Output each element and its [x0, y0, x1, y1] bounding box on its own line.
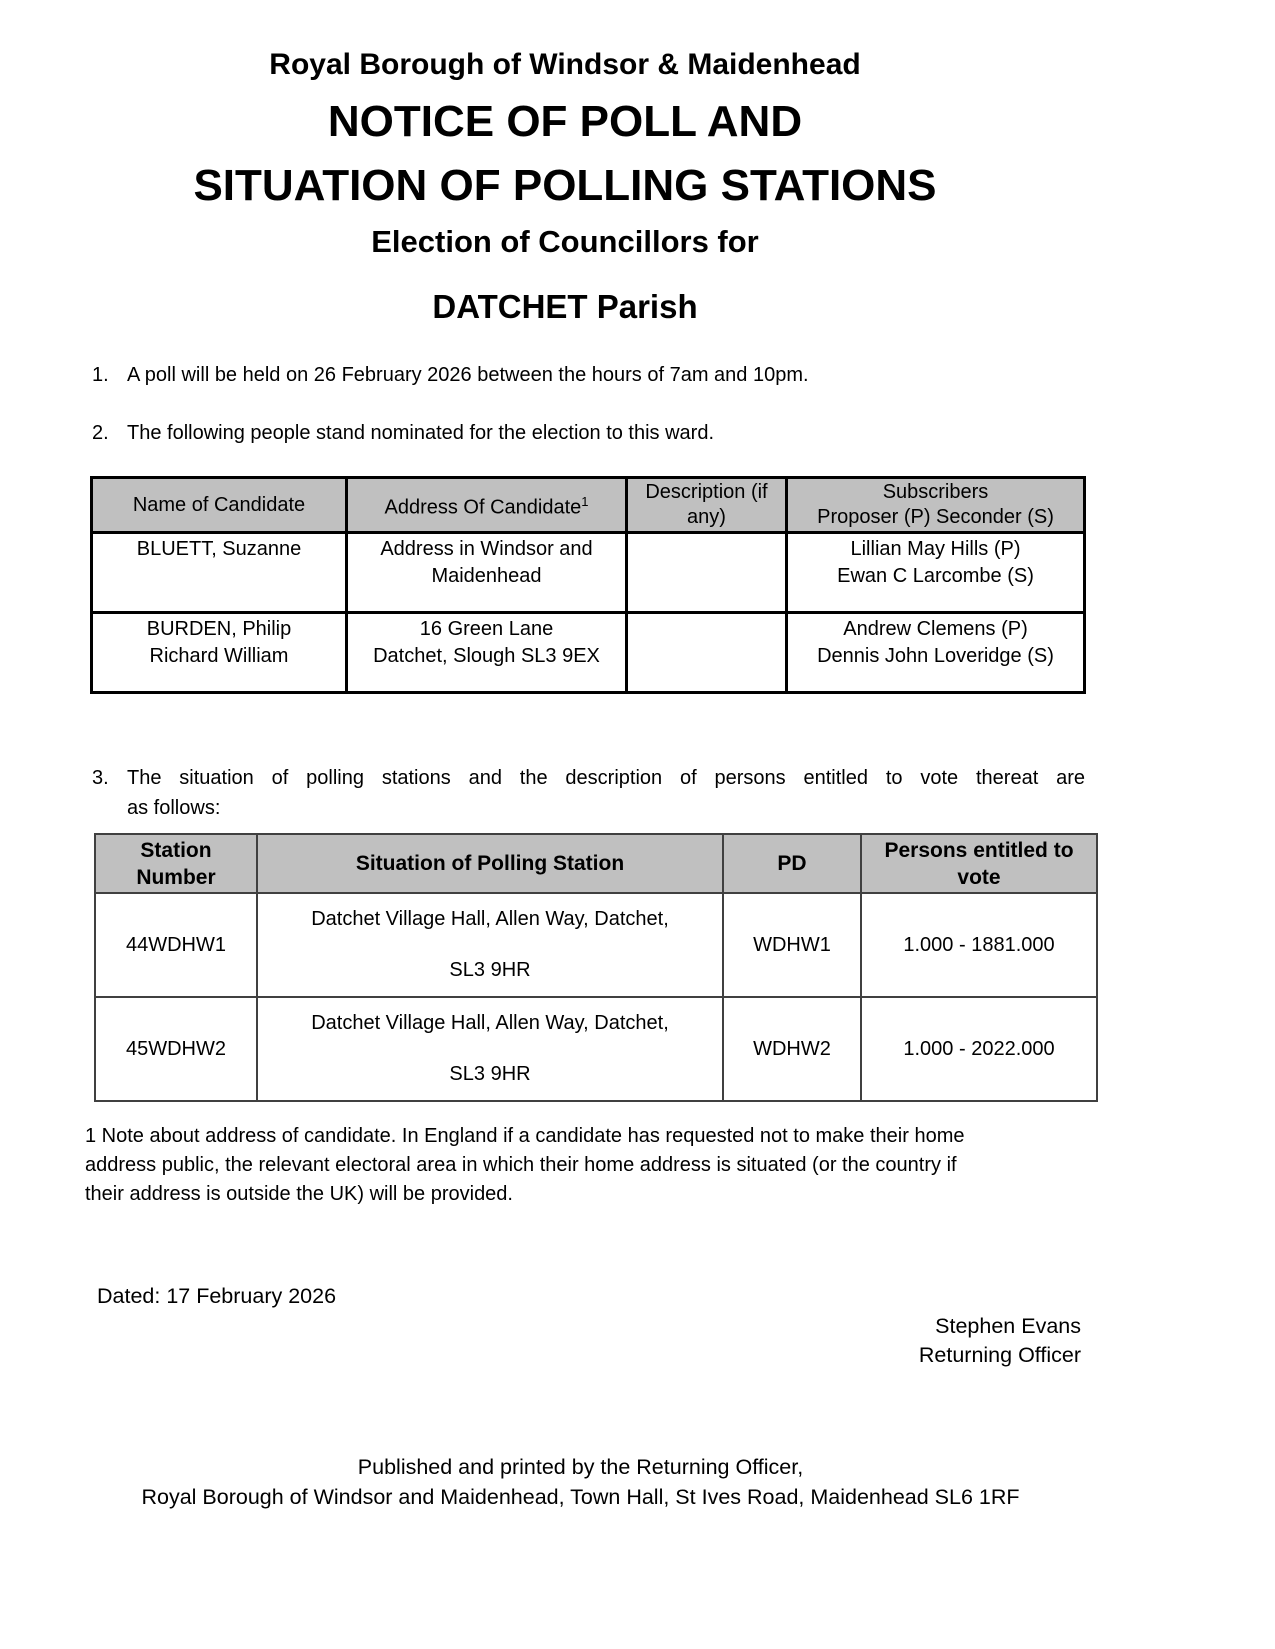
authority-name: Royal Borough of Windsor & Maidenhead: [269, 48, 861, 81]
col-header-subscribers: Subscribers Proposer (P) Seconder (S): [787, 478, 1085, 533]
col-header-station-number: Station Number: [95, 834, 257, 893]
returning-officer-role: Returning Officer: [918, 1343, 1081, 1367]
nominations-text: The following people stand nominated for the election to this ward.: [127, 422, 715, 444]
candidate-subscribers-cell: Andrew Clemens (P) Dennis John Loveridge (S): [787, 613, 1085, 693]
col-header-candidate-address: [347, 478, 627, 533]
address-header-label: Address Of Candidate: [384, 496, 582, 519]
candidate-row: [92, 613, 1085, 693]
election-subtitle: Election of Councillors for: [371, 224, 759, 259]
station-pd-cell: WDHW2: [723, 997, 861, 1101]
footnote-marker: 1: [581, 494, 589, 510]
ward-name: DATCHET Parish: [432, 288, 698, 325]
candidate-address-cell: Address in Windsor and Maidenhead: [347, 533, 627, 613]
address-footnote: 1 Note about address of candidate. In England if a candidate has requested not to make their home address public, the relevant electoral area in which their home address is situated (or the country if their address is outside the UK) will be provided.: [85, 1125, 965, 1205]
polling-stations-text: The situation of polling stations and the description of persons entitled to vote thereat are as follows:: [127, 767, 1085, 819]
candidate-row: [92, 533, 1085, 613]
col-header-description: Description (if any): [627, 478, 787, 533]
list-number: 2.: [92, 422, 109, 444]
candidate-description-cell: [627, 533, 787, 613]
candidate-address-cell: 16 Green Lane Datchet, Slough SL3 9EX: [347, 613, 627, 693]
candidate-name-cell: BURDEN, Philip Richard William: [92, 613, 347, 693]
stations-header-row: [95, 834, 1097, 893]
station-pd-cell: WDHW1: [723, 893, 861, 997]
col-header-pd: PD: [723, 834, 861, 893]
candidate-name-cell: BLUETT, Suzanne: [92, 533, 347, 613]
publication-footer: Published and printed by the Returning Officer, Royal Borough of Windsor and Maidenhead, Town Hall, St Ives Road, Maidenhead SL6 1RF: [141, 1455, 1020, 1509]
station-situation-cell: Datchet Village Hall, Allen Way, Datchet, SL3 9HR: [257, 997, 723, 1101]
candidates-table: [90, 476, 1086, 694]
signature-block: [919, 1312, 1081, 1370]
station-row: [95, 893, 1097, 997]
list-number: 1.: [92, 364, 109, 386]
col-header-persons-entitled: Persons entitled to vote: [861, 834, 1097, 893]
col-header-situation: Situation of Polling Station: [257, 834, 723, 893]
candidate-subscribers-cell: Lillian May Hills (P) Ewan C Larcombe (S): [787, 533, 1085, 613]
station-number-cell: 45WDHW2: [95, 997, 257, 1101]
polling-stations-paragraph: [92, 763, 1085, 823]
returning-officer-name: Stephen Evans: [935, 1314, 1081, 1338]
nominations-paragraph: [92, 418, 1085, 448]
poll-date-text: A poll will be held on 26 February 2026 between the hours of 7am and 10pm.: [127, 364, 809, 386]
list-number: 3.: [92, 767, 109, 789]
station-number-cell: 44WDHW1: [95, 893, 257, 997]
station-persons-cell: 1.000 - 1881.000: [861, 893, 1097, 997]
station-row: [95, 997, 1097, 1101]
dated-line: Dated: 17 February 2026: [97, 1284, 337, 1308]
station-persons-cell: 1.000 - 2022.000: [861, 997, 1097, 1101]
col-header-candidate-name: Name of Candidate: [92, 478, 347, 533]
candidates-header-row: [92, 478, 1085, 533]
document-title: NOTICE OF POLL AND SITUATION OF POLLING STATIONS: [193, 97, 937, 210]
poll-date-paragraph: [92, 360, 1085, 390]
station-situation-cell: Datchet Village Hall, Allen Way, Datchet, SL3 9HR: [257, 893, 723, 997]
candidate-description-cell: [627, 613, 787, 693]
polling-stations-table: [94, 833, 1098, 1102]
